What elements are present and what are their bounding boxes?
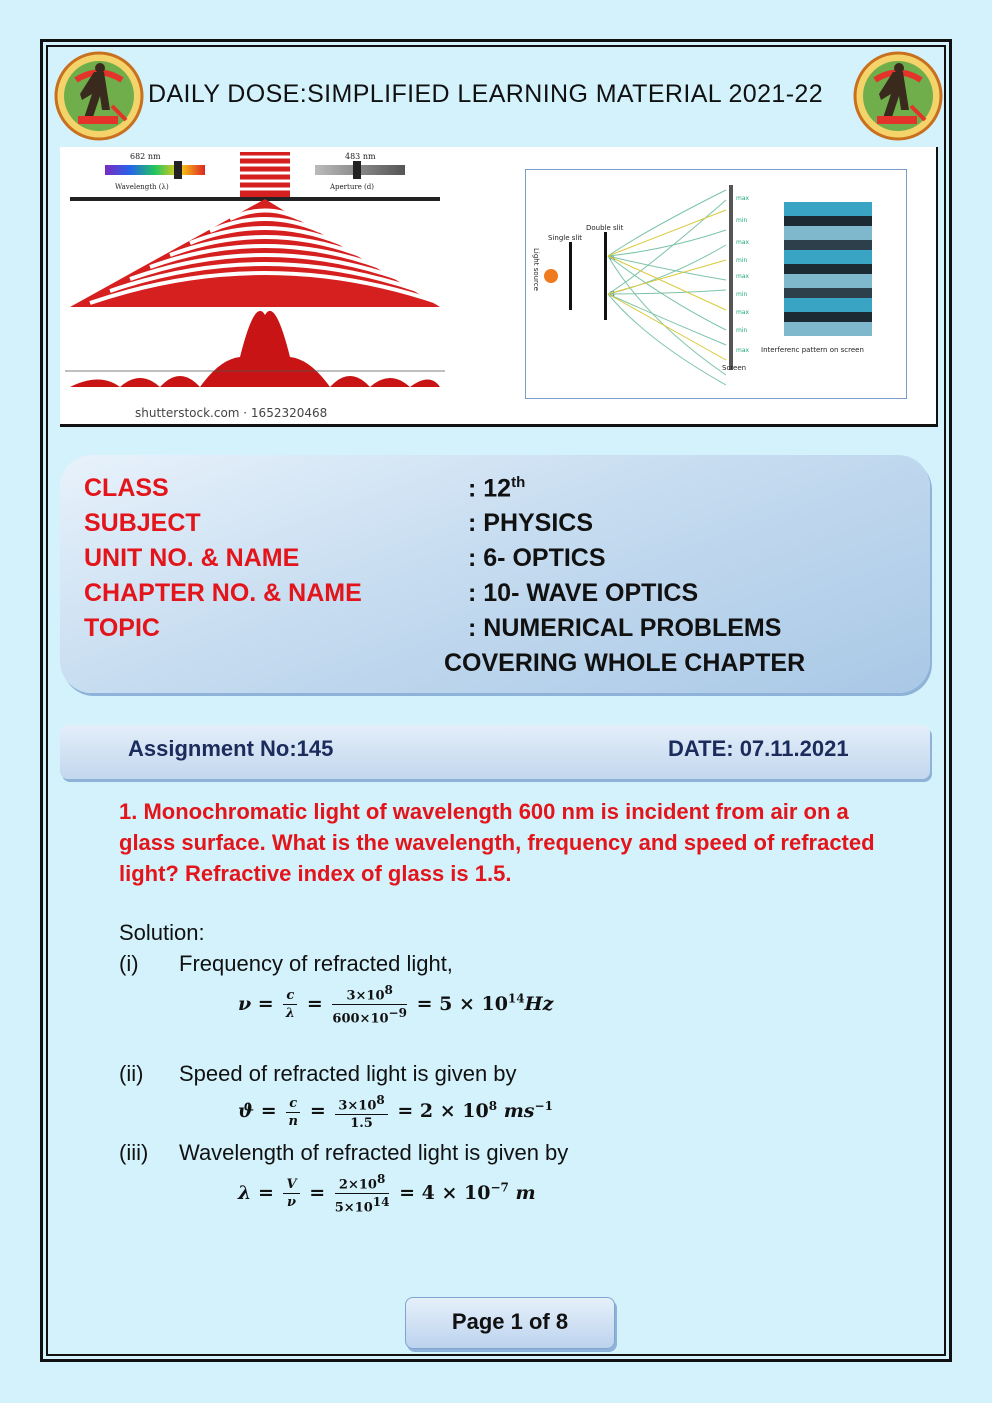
topic-value: : NUMERICAL PROBLEMS [468, 614, 782, 642]
step-number: (i) [119, 951, 139, 976]
svg-text:Light source: Light source [532, 248, 540, 291]
assignment-bar [60, 725, 930, 779]
svg-text:max: max [736, 347, 750, 354]
svg-text:min: min [736, 217, 748, 224]
info-row-topic [84, 614, 782, 643]
figure-strip [60, 147, 938, 427]
unit-value: : 6- OPTICS [468, 544, 606, 572]
equation-frequency: ν = $\frac{c}{\lambda}$ = $\frac{3\times 10^8}{600\times 10^{-9}}$ = $5 \times 10^{14}Hz$ [238, 983, 554, 1027]
assignment-number: Assignment No:145 [128, 736, 334, 761]
diffraction-pattern-image [60, 147, 500, 424]
chapter-value: : 10- WAVE OPTICS [468, 579, 699, 607]
school-logo [54, 50, 144, 142]
info-row-unit [84, 544, 606, 573]
svg-text:max: max [736, 309, 750, 316]
step-number: (iii) [119, 1140, 149, 1165]
info-row-class [84, 474, 526, 503]
info-row-subject [84, 509, 594, 538]
svg-text:min: min [736, 257, 748, 264]
question-text: 1. Monochromatic light of wavelength 600 nm is incident from air on a glass surface. What is the wavelength, frequency and speed of refracted light? Refractive index of glass is 1.5. [119, 799, 875, 886]
svg-text:Screen: Screen [722, 364, 747, 372]
class-value: : 12th [468, 474, 526, 503]
class-info-card [60, 455, 930, 693]
page-indicator: Page 1 of 8 [405, 1297, 615, 1349]
step-text: Frequency of refracted light, [179, 951, 453, 976]
class-label: CLASS [84, 474, 169, 502]
equation-speed: ϑ = $\frac{c}{n}$ = $\frac{3\times 10^8}{1.5}$ = $2 \times 10^8$ $ms^{-1}$ [238, 1093, 553, 1132]
svg-text:max: max [736, 273, 750, 280]
svg-text:Aperture (d): Aperture (d) [330, 183, 375, 191]
assignment-date: DATE: 07.11.2021 [668, 736, 849, 761]
svg-text:shutterstock.com · 1652320468: shutterstock.com · 1652320468 [135, 406, 328, 420]
topic-value-continued: COVERING WHOLE CHAPTER [444, 649, 806, 677]
school-logo [853, 50, 943, 142]
svg-text:min: min [736, 291, 748, 298]
double-slit-diagram [525, 169, 907, 399]
subject-label: SUBJECT [84, 509, 201, 537]
step-text: Wavelength of refracted light is given by [179, 1140, 569, 1165]
subject-value: : PHYSICS [468, 509, 594, 537]
info-row-chapter [84, 579, 699, 608]
svg-text:A: A [610, 254, 615, 262]
svg-text:min: min [736, 327, 748, 334]
solution-heading: Solution: [119, 920, 205, 945]
svg-text:max: max [736, 195, 750, 202]
svg-text:682 nm: 682 nm [130, 152, 161, 161]
svg-text:Wavelength (λ): Wavelength (λ) [115, 183, 169, 191]
chapter-label: CHAPTER NO. & NAME [84, 579, 362, 607]
svg-text:Double slit: Double slit [586, 224, 624, 232]
svg-text:max: max [736, 239, 750, 246]
step-number: (ii) [119, 1061, 144, 1086]
svg-text:Interferenc pattern on screen: Interferenc pattern on screen [761, 346, 864, 354]
unit-label: UNIT NO. & NAME [84, 544, 300, 572]
svg-text:483 nm: 483 nm [345, 152, 376, 161]
step-text: Speed of refracted light is given by [179, 1061, 517, 1086]
page-header-title: DAILY DOSE:SIMPLIFIED LEARNING MATERIAL 2021-22 [148, 80, 824, 108]
svg-text:Single slit: Single slit [548, 234, 583, 242]
equation-wavelength: λ = $\frac{V}{\nu}$ = $\frac{2\times 10^8}{5\times 10^{14}}$ = $4 \times 10^{-7}$ m [238, 1172, 536, 1216]
topic-label: TOPIC [84, 614, 160, 642]
svg-text:B: B [610, 290, 615, 298]
